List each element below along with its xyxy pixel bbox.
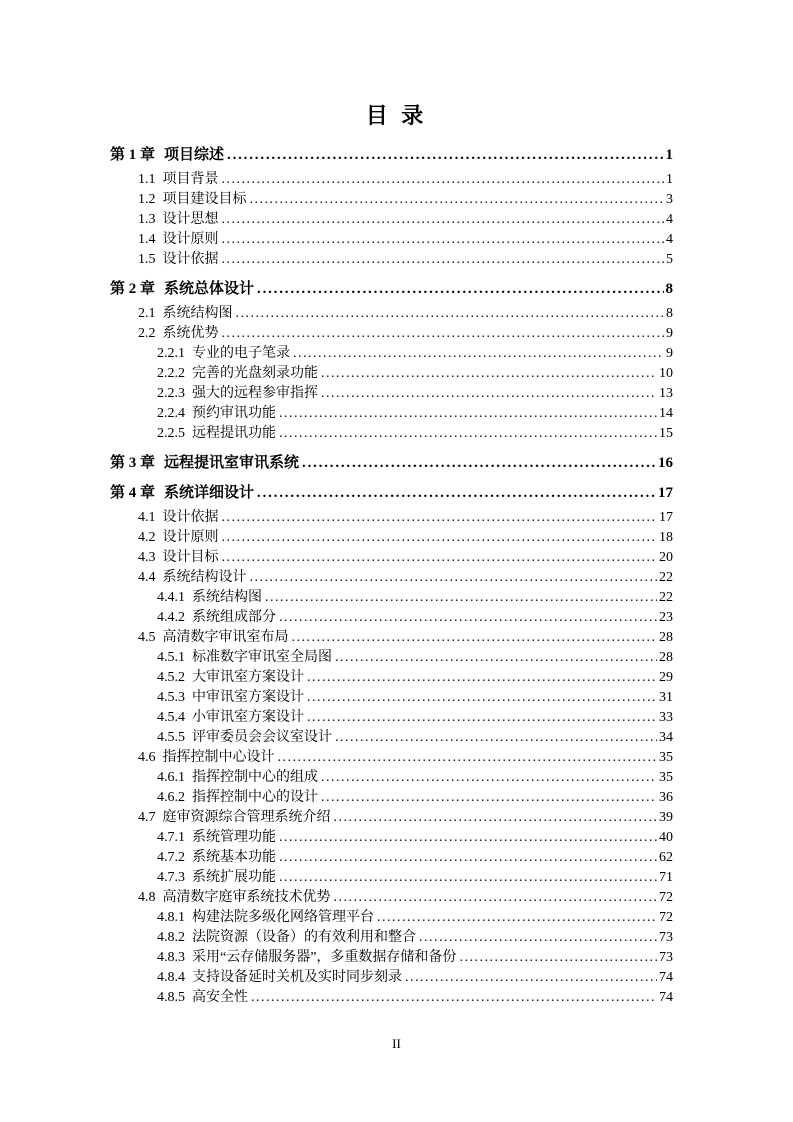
toc-entry[interactable]: [110, 948, 673, 968]
toc-entry-page: 36: [659, 790, 673, 805]
page-title: 目 录: [365, 103, 428, 128]
toc-leader-dots: [279, 828, 657, 848]
toc-entry-title: 采用“云存储服务器”，多重数据存储和备份: [192, 950, 457, 965]
toc-entry-page: 3: [666, 192, 673, 207]
toc-entry-number: 4.8.4: [157, 970, 185, 985]
toc-entry-title: 远程提讯室审讯系统: [164, 455, 300, 471]
toc-entry-title: 标准数字审讯室全局图: [192, 650, 332, 665]
toc-entry-title: 系统扩展功能: [192, 870, 276, 885]
toc-entry-title: 设计目标: [162, 550, 219, 565]
toc-leader-dots: [250, 568, 658, 588]
toc-entry-page: 28: [659, 630, 673, 645]
toc-entry-number: 1.5: [138, 252, 156, 267]
toc-entry-page: 72: [659, 910, 673, 925]
toc-entry-title: 系统结构图: [162, 306, 233, 321]
toc-entry-page: 73: [659, 930, 673, 945]
toc-entry[interactable]: [110, 344, 673, 364]
toc-entry-number: 2.2.4: [157, 406, 185, 421]
toc-entry[interactable]: [110, 988, 673, 1008]
toc-entry[interactable]: [110, 728, 673, 748]
toc-leader-dots: [279, 848, 657, 868]
toc-entry[interactable]: [110, 668, 673, 688]
toc-leader-dots: [278, 748, 658, 768]
toc-entry-title: 高安全性: [192, 990, 248, 1005]
toc-entry-title: 设计思想: [162, 212, 219, 227]
toc-leader-dots: [307, 668, 657, 688]
toc-entry-number: 4.8.1: [157, 910, 185, 925]
toc-entry-title: 系统优势: [162, 326, 219, 341]
toc-entry[interactable]: [110, 688, 673, 708]
toc-leader-dots: [377, 908, 657, 928]
toc-entry-page: 16: [658, 455, 673, 471]
toc-entry[interactable]: [110, 304, 673, 324]
toc-entry-page: 22: [659, 590, 673, 605]
toc-entry[interactable]: [110, 928, 673, 948]
toc-entry-title: 指挥控制中心设计: [162, 750, 275, 765]
toc-entry-page: 40: [659, 830, 673, 845]
toc-leader-dots: [227, 144, 663, 166]
toc-entry-number: 4.5.1: [157, 650, 185, 665]
toc-leader-dots: [335, 728, 657, 748]
toc-entry-title: 专业的电子笔录: [192, 346, 290, 361]
toc-entry-number: 4.5.2: [157, 670, 185, 685]
toc-entry-number: 4.8: [138, 890, 156, 905]
toc-entry-number: 1.3: [138, 212, 156, 227]
toc-entry[interactable]: [110, 250, 673, 270]
toc-entry-title: 指挥控制中心的组成: [192, 770, 318, 785]
toc-entry-page: 15: [659, 426, 673, 441]
toc-entry-number: 第 2 章: [110, 281, 156, 297]
toc-entry-title: 远程提讯功能: [192, 426, 276, 441]
toc-entry-number: 4.4.1: [157, 590, 185, 605]
toc-entry-number: 4.6.1: [157, 770, 185, 785]
toc-entry-title: 系统管理功能: [192, 830, 276, 845]
toc-entry-title: 高清数字庭审系统技术优势: [162, 890, 331, 905]
toc-entry[interactable]: [110, 968, 673, 988]
toc-entry-number: 2.2.1: [157, 346, 185, 361]
toc-entry[interactable]: [110, 190, 673, 210]
toc-entry[interactable]: [110, 828, 673, 848]
toc-entry-number: 4.7.3: [157, 870, 185, 885]
toc-entry[interactable]: [110, 404, 673, 424]
toc-entry-title: 系统结构图: [192, 590, 262, 605]
toc-entry-title: 系统总体设计: [164, 281, 255, 297]
toc-entry-page: 4: [666, 212, 673, 227]
toc-entry-page: 33: [659, 710, 673, 725]
toc-entry-title: 支持设备延时关机及实时同步刻录: [192, 970, 402, 985]
toc-entry[interactable]: [110, 482, 673, 504]
toc-entry[interactable]: [110, 608, 673, 628]
toc-entry-page: 35: [659, 750, 673, 765]
toc-entry-title: 大审讯室方案设计: [192, 670, 304, 685]
toc-entry-number: 4.6.2: [157, 790, 185, 805]
toc-entry-page: 18: [659, 530, 673, 545]
toc-entry-page: 17: [658, 485, 673, 501]
toc-entry-page: 23: [659, 610, 673, 625]
toc-entry-page: 13: [659, 386, 673, 401]
toc-entry-number: 4.8.5: [157, 990, 185, 1005]
toc-entry-number: 2.2.3: [157, 386, 185, 401]
toc-entry-page: 8: [665, 281, 673, 297]
toc-entry[interactable]: [110, 848, 673, 868]
toc-entry-title: 指挥控制中心的设计: [192, 790, 318, 805]
toc-leader-dots: [279, 404, 657, 424]
toc-entry-page: 9: [666, 346, 673, 361]
toc-entry-number: 2.2.5: [157, 426, 185, 441]
toc-entry-number: 4.5.4: [157, 710, 185, 725]
toc-leader-dots: [257, 278, 663, 300]
toc-entry-title: 项目综述: [164, 147, 225, 163]
toc-leader-dots: [292, 628, 658, 648]
toc-entry-page: 1: [666, 172, 673, 187]
toc-entry[interactable]: [110, 528, 673, 548]
toc-entry[interactable]: [110, 628, 673, 648]
toc-entry-title: 项目建设目标: [162, 192, 247, 207]
toc-entry[interactable]: [110, 170, 673, 190]
toc-entry-page: 8: [666, 306, 673, 321]
toc-entry-page: 73: [659, 950, 673, 965]
toc-entry-number: 2.2: [138, 326, 156, 341]
toc-leader-dots: [236, 304, 665, 324]
toc-entry-page: 35: [659, 770, 673, 785]
toc-entry-title: 设计依据: [162, 252, 219, 267]
toc-entry-number: 第 4 章: [110, 485, 156, 501]
toc-entry[interactable]: [110, 888, 673, 908]
toc-entry-page: 5: [666, 252, 673, 267]
toc-entry-number: 2.1: [138, 306, 156, 321]
toc-entry[interactable]: [110, 808, 673, 828]
toc-entry-title: 构建法院多级化网络管理平台: [192, 910, 374, 925]
toc-leader-dots: [459, 948, 657, 968]
toc-entry-title: 预约审讯功能: [192, 406, 276, 421]
toc-entry-page: 62: [659, 850, 673, 865]
toc-entry-title: 强大的远程参审指挥: [192, 386, 318, 401]
toc-entry-title: 系统结构设计: [162, 570, 247, 585]
toc-entry-title: 系统基本功能: [192, 850, 276, 865]
toc-entry-number: 4.5: [138, 630, 156, 645]
toc-leader-dots: [222, 250, 665, 270]
toc-entry-title: 评审委员会会议室设计: [192, 730, 332, 745]
toc-entry-number: 4.4.2: [157, 610, 185, 625]
toc-leader-dots: [307, 708, 657, 728]
toc-entry-number: 4.3: [138, 550, 156, 565]
toc-entry-page: 31: [659, 690, 673, 705]
toc-entry[interactable]: [110, 788, 673, 808]
toc-entry-page: 72: [659, 890, 673, 905]
toc-entry-title: 完善的光盘刻录功能: [192, 366, 318, 381]
toc-leader-dots: [279, 868, 657, 888]
toc-leader-dots: [302, 452, 656, 474]
toc-list: [110, 144, 673, 1008]
toc-entry-number: 1.4: [138, 232, 156, 247]
toc-entry-title: 庭审资源综合管理系统介绍: [162, 810, 331, 825]
toc-entry[interactable]: [110, 568, 673, 588]
toc-entry[interactable]: [110, 324, 673, 344]
toc-entry[interactable]: [110, 424, 673, 444]
toc-entry-page: 34: [659, 730, 673, 745]
toc-leader-dots: [321, 788, 657, 808]
toc-entry-number: 4.7.2: [157, 850, 185, 865]
toc-entry-page: 22: [659, 570, 673, 585]
toc-entry-title: 高清数字审讯室布局: [162, 630, 289, 645]
toc-entry-page: 10: [659, 366, 673, 381]
toc-entry-number: 4.2: [138, 530, 156, 545]
toc-entry-title: 系统组成部分: [192, 610, 276, 625]
toc-entry[interactable]: [110, 364, 673, 384]
toc-entry-page: 39: [659, 810, 673, 825]
toc-leader-dots: [222, 528, 658, 548]
toc-leader-dots: [222, 324, 665, 344]
toc-entry-page: 29: [659, 670, 673, 685]
toc-leader-dots: [335, 648, 657, 668]
toc-entry[interactable]: [110, 768, 673, 788]
toc-entry[interactable]: [110, 548, 673, 568]
toc-entry-page: 74: [659, 990, 673, 1005]
toc-entry-number: 第 1 章: [110, 147, 156, 163]
toc-entry-page: 28: [659, 650, 673, 665]
toc-entry[interactable]: [110, 144, 673, 166]
toc-entry-number: 4.5.5: [157, 730, 185, 745]
toc-entry-number: 4.7: [138, 810, 156, 825]
toc-leader-dots: [334, 808, 658, 828]
footer-page-number: II: [392, 1036, 401, 1051]
toc-leader-dots: [265, 588, 657, 608]
toc-entry-title: 项目背景: [162, 172, 219, 187]
toc-leader-dots: [321, 384, 657, 404]
toc-entry[interactable]: [110, 508, 673, 528]
toc-entry[interactable]: [110, 278, 673, 300]
toc-leader-dots: [222, 210, 665, 230]
toc-entry-page: 9: [666, 326, 673, 341]
toc-leader-dots: [222, 170, 665, 190]
toc-entry-number: 4.7.1: [157, 830, 185, 845]
toc-entry-number: 1.1: [138, 172, 156, 187]
toc-leader-dots: [405, 968, 657, 988]
toc-entry-title: 设计原则: [162, 530, 219, 545]
toc-entry-title: 小审讯室方案设计: [192, 710, 304, 725]
toc-entry-number: 4.1: [138, 510, 156, 525]
toc-entry[interactable]: [110, 210, 673, 230]
toc-leader-dots: [321, 364, 657, 384]
toc-entry[interactable]: [110, 908, 673, 928]
toc-leader-dots: [222, 548, 658, 568]
toc-entry[interactable]: [110, 648, 673, 668]
toc-leader-dots: [307, 688, 657, 708]
toc-leader-dots: [257, 482, 656, 504]
toc-entry-number: 第 3 章: [110, 455, 156, 471]
toc-entry-title: 设计依据: [162, 510, 219, 525]
toc-entry-page: 74: [659, 970, 673, 985]
toc-entry-title: 法院资源（设备）的有效利用和整合: [192, 930, 416, 945]
toc-leader-dots: [419, 928, 657, 948]
toc-entry[interactable]: [110, 868, 673, 888]
toc-entry[interactable]: [110, 384, 673, 404]
toc-entry-page: 14: [659, 406, 673, 421]
toc-leader-dots: [222, 230, 665, 250]
toc-entry-page: 71: [659, 870, 673, 885]
toc-leader-dots: [222, 508, 658, 528]
toc-leader-dots: [334, 888, 658, 908]
toc-entry-number: 4.5.3: [157, 690, 185, 705]
toc-entry-title: 系统详细设计: [164, 485, 255, 501]
toc-entry[interactable]: [110, 588, 673, 608]
toc-leader-dots: [250, 190, 665, 210]
toc-leader-dots: [251, 988, 657, 1008]
toc-entry[interactable]: [110, 230, 673, 250]
toc-entry-number: 4.4: [138, 570, 156, 585]
toc-entry-title: 中审讯室方案设计: [192, 690, 304, 705]
toc-entry-number: 2.2.2: [157, 366, 185, 381]
toc-entry-title: 设计原则: [162, 232, 219, 247]
toc-leader-dots: [279, 608, 657, 628]
toc-entry-number: 1.2: [138, 192, 156, 207]
toc-entry-number: 4.6: [138, 750, 156, 765]
toc-leader-dots: [279, 424, 657, 444]
toc-leader-dots: [321, 768, 657, 788]
toc-entry-page: 4: [666, 232, 673, 247]
toc-entry-page: 20: [659, 550, 673, 565]
toc-entry[interactable]: [110, 748, 673, 768]
toc-entry-page: 17: [659, 510, 673, 525]
toc-entry-number: 4.8.3: [157, 950, 185, 965]
toc-entry[interactable]: [110, 708, 673, 728]
toc-entry-number: 4.8.2: [157, 930, 185, 945]
toc-leader-dots: [293, 344, 664, 364]
toc-entry-page: 1: [665, 147, 673, 163]
toc-entry[interactable]: [110, 452, 673, 474]
